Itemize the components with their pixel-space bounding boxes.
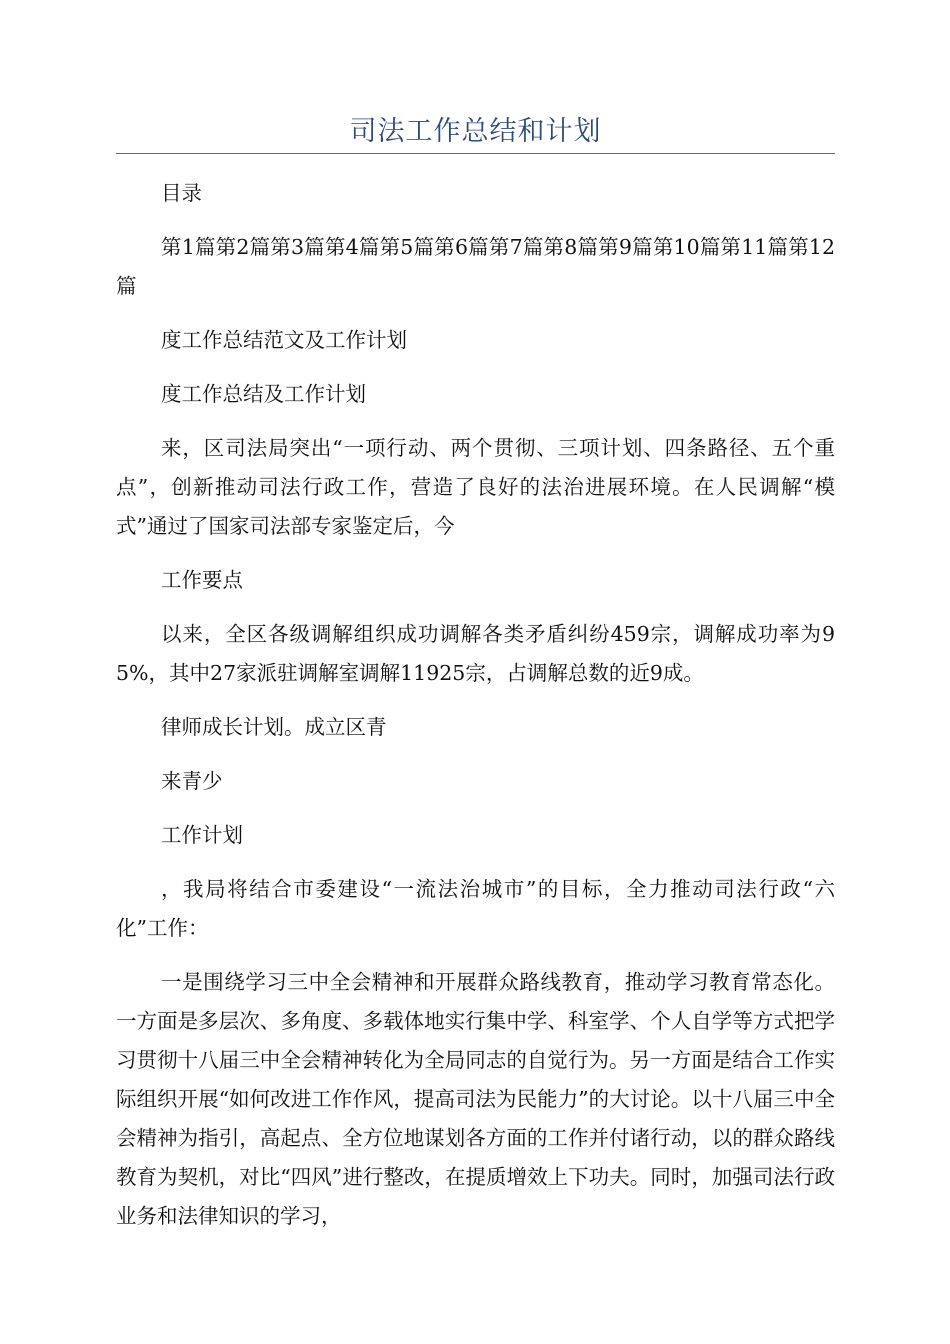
paragraph: ，我局将结合市委建设“一流法治城市”的目标，全力推动司法行政“六化”工作：: [116, 877, 835, 940]
paragraph: 以来，全区各级调解组织成功调解各类矛盾纠纷459宗，调解成功率为95%，其中27家派驻调解室调解11925宗，占调解总数的近9成。: [116, 622, 835, 685]
paragraph: 律师成长计划。成立区青: [161, 715, 387, 739]
paragraph: 工作要点: [161, 568, 243, 592]
paragraph-toc-heading: 目录: [161, 181, 202, 205]
document-title: 司法工作总结和计划: [349, 116, 602, 147]
paragraph: 来，区司法局突出“一项行动、两个贯彻、三项计划、四条路径、五个重点”，创新推动司法行政工作，营造了良好的法治进展环境。在人民调解“模式”通过了国家司法部专家鉴定后，今: [116, 436, 835, 538]
paragraph: 工作计划: [161, 823, 243, 847]
paragraph-toc-list: 第1篇第2篇第3篇第4篇第5篇第6篇第7篇第8篇第9篇第10篇第11篇第12篇: [116, 235, 835, 298]
paragraph: 来青少: [161, 769, 223, 793]
document-body: [116, 174, 835, 1251]
title-underline: [116, 153, 835, 154]
paragraph: 度工作总结及工作计划: [161, 382, 366, 406]
paragraph: 一是围绕学习三中全会精神和开展群众路线教育，推动学习教育常态化。一方面是多层次、多角度、多载体地实行集中学、科室学、个人自学等方式把学习贯彻十八届三中全会精神转化为全局同志的自觉行为。另一方面是结合工作实际组织开展“如何改进工作作风，提高司法为民能力”的大讨论。以十八届三中全会精神为指引，高起点、全方位地谋划各方面的工作并付诸行动，以的群众路线教育为契机，对比“四风”进行整改，在提质增效上下功夫。同时，加强司法行政业务和法律知识的学习，: [116, 970, 835, 1228]
paragraph: 度工作总结范文及工作计划: [161, 328, 407, 352]
